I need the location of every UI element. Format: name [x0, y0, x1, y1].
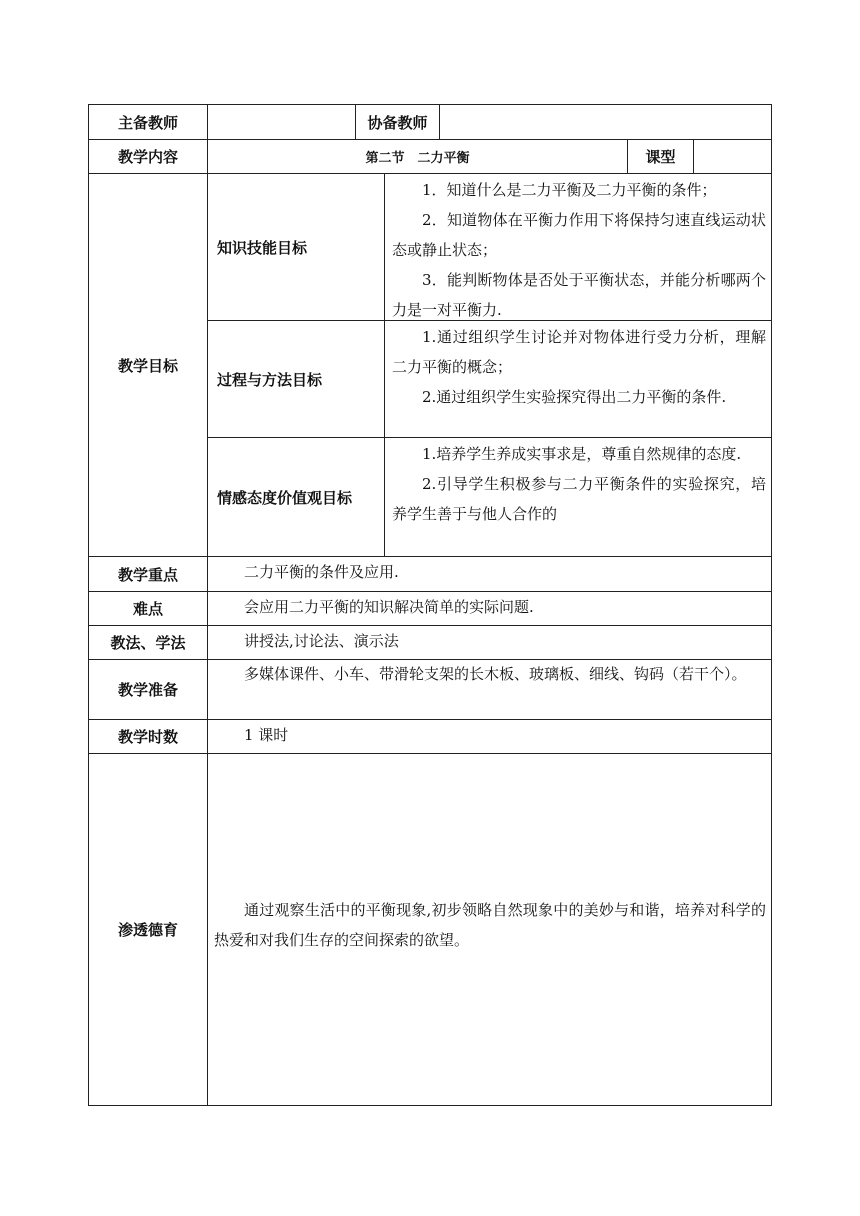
key-points-text: 二力平衡的条件及应用. [244, 563, 399, 581]
difficulties-label: 难点 [132, 600, 163, 618]
methods-text: 讲授法,讨论法、演示法 [244, 632, 399, 650]
objectives-label: 教学目标 [117, 356, 178, 375]
preparation-label: 教学准备 [117, 681, 178, 699]
list-item: 2.引导学生积极参与二力平衡条件的实验探究，培养学生善于与他人合作的 [392, 475, 766, 523]
lesson-type-value [694, 140, 771, 173]
moral-value [214, 754, 766, 1105]
knowledge-objective-text [392, 174, 766, 320]
attitude-objective-label: 情感态度价值观目标 [217, 488, 353, 507]
duration-value [214, 720, 766, 753]
table-border [88, 1105, 772, 1106]
key-points-label: 教学重点 [117, 565, 178, 584]
attitude-objective-text [392, 438, 766, 556]
table-border [771, 104, 772, 1106]
methods-value [214, 626, 766, 659]
moral-label: 渗透德育 [117, 921, 178, 939]
lesson-type-label: 课型 [645, 148, 676, 166]
lead-teacher-label: 主备教师 [117, 113, 178, 132]
content-value: 第二节 二力平衡 [365, 151, 470, 166]
difficulties-text: 会应用二力平衡的知识解决简单的实际问题. [244, 598, 534, 616]
co-teacher-value [440, 105, 771, 139]
duration-label: 教学时数 [117, 728, 178, 746]
duration-text: 1 课时 [244, 726, 289, 744]
list-item: 1．知道什么是二力平衡及二力平衡的条件； [422, 181, 717, 199]
process-objective-label: 过程与方法目标 [217, 370, 323, 389]
list-item: 2.通过组织学生实验探究得出二力平衡的条件. [422, 388, 727, 406]
lead-teacher-value [208, 105, 355, 139]
table-border [384, 173, 385, 556]
preparation-value [214, 660, 766, 719]
process-objective-text [392, 321, 766, 437]
co-teacher-label: 协备教师 [367, 113, 428, 132]
list-item: 2．知道物体在平衡力作用下将保持匀速直线运动状态或静止状态； [392, 211, 766, 259]
difficulties-value [214, 592, 766, 625]
moral-text: 通过观察生活中的平衡现象,初步领略自然现象中的美妙与和谐，培养对科学的热爱和对我们生存的空间探索的欲望。 [214, 900, 766, 949]
preparation-text: 多媒体课件、小车、带滑轮支架的长木板、玻璃板、细线、钩码（若干个）。 [244, 665, 747, 683]
knowledge-objective-label: 知识技能目标 [217, 238, 308, 257]
list-item: 1.培养学生养成实事求是，尊重自然规律的态度. [422, 445, 742, 463]
list-item: 3．能判断物体是否处于平衡状态，并能分析哪两个力是一对平衡力. [392, 271, 766, 319]
content-label: 教学内容 [117, 148, 178, 166]
methods-label: 教法、学法 [110, 634, 186, 652]
list-item: 1.通过组织学生讨论并对物体进行受力分析，理解二力平衡的概念； [392, 328, 766, 376]
key-points-value [214, 557, 766, 591]
